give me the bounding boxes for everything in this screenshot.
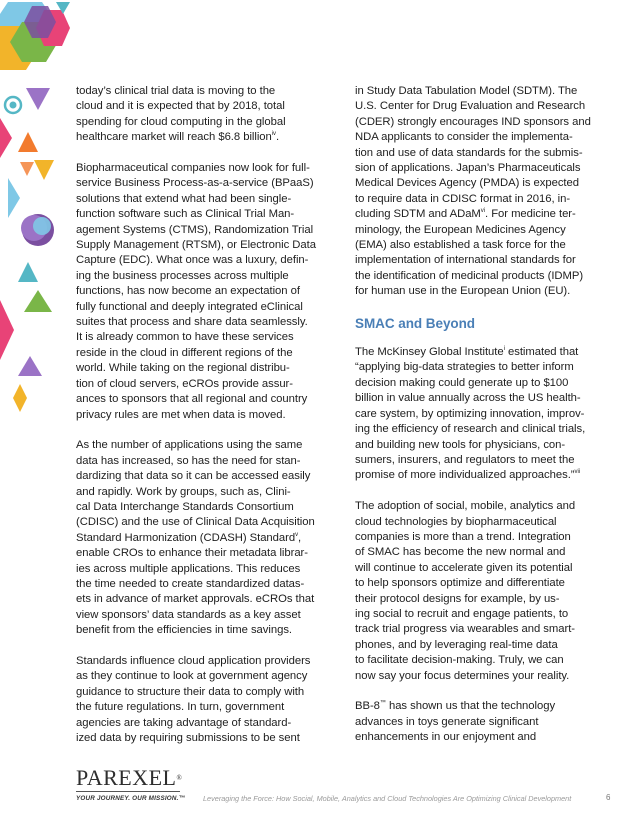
footer-caption: Leveraging the Force: How Social, Mobile, Analytics and Cloud Technologies Are Optimizing Clinical Development <box>203 794 572 803</box>
left-column <box>76 84 338 762</box>
right-paragraph-2: The McKinsey Global Institute$^i$ estimated that “applying big-data strategies to better inform decision making could generate up to $100 billion in value annually across the US health- care system, by optimizing innovation, improv- ing the efficiency of research and clinical trials, and building new tools for physicians, con- sumers, insurers, and regulators to meet the promise of more individualized approaches.”$^{vii}$ <box>355 346 586 482</box>
deco-triangle-yellow <box>34 160 54 180</box>
deco-triangle-pink-2 <box>0 300 14 360</box>
right-paragraph-1: in Study Data Tabulation Model (SDTM). The U.S. Center for Drug Evaluation and Research (CDER) strongly encourages IND sponsors and NDA applicants to consider the implementa- tion and use of data standards for the submis- sion of applications. Japan’s Pharmaceuticals Medical Devices Agency (PMDA) is expected to require data in CDISC format in 2016, in- cluding SDTM and ADaM$^{vi}$. For medicine ter- minology, the European Medicines Agency (EMA) also established a task force for the implementation of international standards for the identification of medicinal products (IDMP) for human use in the European Union (EU). <box>355 85 591 298</box>
deco-circle-blue <box>33 217 51 235</box>
deco-triangle-orange-small <box>20 162 34 176</box>
footnote-ref: v <box>295 531 299 538</box>
left-paragraph-3: As the number of applications using the same data has increased, so has the need for stan- dardizing that data so it can be accessed easily and rapidly. Work by groups, such as, Clini- cal Data Interchange Standards Consortium (CDISC) and the use of Clinical Data Acquisition Standard Harmonization (CDASH) Standard$^v$, enable CROs to enhance their metadata librar- ies across multiple applications. This reduces the time needed to create standardized datas- ets in advance of market approvals. eCROs that view sponsors’ data standards as a key asset benefit from the efficiencies in time savings. <box>76 439 315 637</box>
deco-triangle-blue <box>8 178 20 218</box>
parexel-logo <box>76 767 186 802</box>
right-paragraph-4: BB-8™ has shown us that the technology advances in toys generate significant enhancements in our enjoyment and <box>355 700 556 744</box>
right-paragraph-3: The adoption of social, mobile, analytics and cloud technologies by biopharmaceutical companies is more than a trend. Integration of SMAC has become the new normal and will continue to accelerate given its potential to help sponsors optimize and differentiate their protocol designs for example, by us- ing social to recruit and engage patients, to track trial progress via wearables and smart- phones, and by leveraging real-time data to facilitate decision-making. Truly, we can now say your focus determines your reality. <box>355 500 576 682</box>
left-paragraph-2: Biopharmaceutical companies now look for full- service Business Process-as-a-service (BPaaS) solutions that extend what had been single- function software such as Clinical Trial Man- agement Systems (CTMS), Randomization Trial Supply Management (RTSM), or Electronic Data Capture (EDC). What once was a luxury, defin- ing the business processes across multiple functions, has now become an expectation of fully functional and deeply integrated eClinical suites that process and share data seamlessly. It is already common to have these services reside in the cloud in different regions of the world. While taking on the regional distribu- tion of cloud servers, eCROs provide assur- ances to sponsors that all regional and country privacy rules are met when data is moved. <box>76 162 316 421</box>
deco-triangle-orange <box>18 132 38 152</box>
deco-dot-blue <box>10 102 17 109</box>
deco-triangle-purple-2 <box>18 356 42 376</box>
deco-diamond-yellow <box>13 384 27 412</box>
right-column <box>355 84 617 761</box>
deco-triangle-purple <box>26 88 50 110</box>
decorative-geometric-pattern <box>0 0 70 430</box>
left-paragraph-4: Standards influence cloud application providers as they continue to look at government agency guidance to structure their data to comply with the future regulations. In turn, government agencies are taking advantage of standard- ized data by requiring submissions to be sent <box>76 654 311 745</box>
left-paragraph-1: today’s clinical trial data is moving to the cloud and it is expected that by 2018, total spending for cloud computing in the global healthcare market will reach $6.8 billion$^{iv}$. <box>76 85 286 144</box>
logo-tagline: YOUR JOURNEY. OUR MISSION.™ <box>76 795 186 802</box>
section-heading: SMAC and Beyond <box>355 316 476 332</box>
footnote-ref: iv <box>271 131 276 138</box>
page-number: 6 <box>606 793 611 802</box>
footnote-ref: vi <box>480 208 486 215</box>
footnote-ref: i <box>503 346 505 353</box>
trademark-mark: ™ <box>379 700 386 707</box>
logo-wordmark: PAREXEL® <box>76 765 183 790</box>
deco-triangle-pink <box>0 118 12 158</box>
footnote-ref: vii <box>574 469 581 476</box>
deco-triangle-green <box>24 290 52 312</box>
logo-divider <box>76 791 180 792</box>
deco-triangle-blue-2 <box>18 262 38 282</box>
